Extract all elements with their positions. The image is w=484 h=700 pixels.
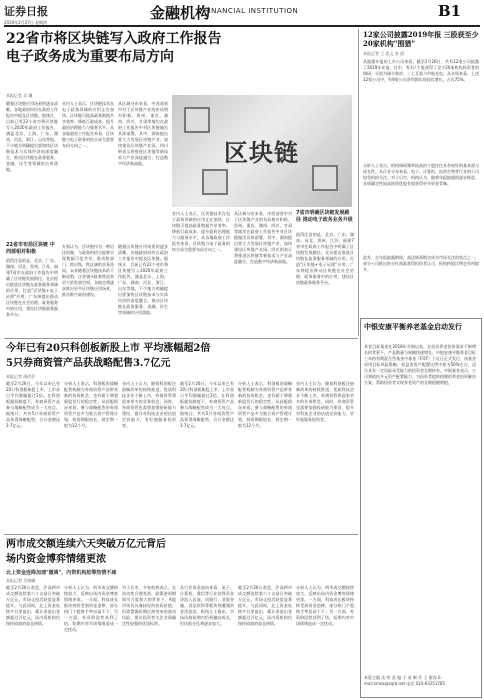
lead-text-col-4: 业内人士表示，区块链技术在电子政务领域的应用正在加快，区块链可提高政务数据共享效率，降低行政成本，提升政府治理能力与服务水平。从各地政府工作报告来看，区块链与电子政务的结合成为重要布局方向之一。	[172, 211, 230, 252]
bottom-headline-1: 两市成交额连续六天突破万亿元背后	[6, 539, 166, 550]
bottom-byline: 本报记者 吴晓璐	[6, 578, 36, 583]
lead-text-col-3b: 随着区块链应用场景的逐步清晰，各地政府纷纷在政府工作报告中提及区块链。据统计，目前已有22个省市将区块链写入2020年政府工作报告，涵盖北京、上海、广东、湖南、河北、浙江、山东等地。不少地方明确提出要加快区块链技术与实体经济的深度融合，推动区块链在政务服务、金融、民生等领域的应用落地。	[118, 244, 168, 315]
lead-text-col-2: 业内人士表示，区块链技术在电子政务领域的应用正在加快，区块链可提高政务数据共享效率，降低行政成本，提升政府治理能力与服务水平。从各地政府工作报告来看，区块链与电子政务的结合成为重要布局方向之一。	[62, 101, 114, 148]
blockchain-illustration	[172, 95, 352, 207]
chip-icon	[184, 107, 210, 133]
bottom-text-col-4: 从行业资金流向来看，电子、计算机、通信等行业获得资金净流入居前，而银行、非银金融、食品饮料等板块则遭遇资金净流出。机构人士指出，市场风格短期内仍将偏向成长，但估值分化将逐步加大。	[180, 585, 234, 626]
middle-text-col-1: 截至2月26日，今年以来已有20只科创板新股上市，上市首日平均涨幅超过2倍。在科创板跟投制度下，券商资管产品参与战略配售成为一大亮点。据统计，共有5只券商资管产品获得战略配售，合计金额达3.7亿元。	[6, 381, 60, 428]
middle-text-col-4: 截至2月26日，今年以来已有20只科创板新股上市，上市首日平均涨幅超过2倍。在科创板跟投制度下，券商资管产品参与战略配售成为一大亮点。据统计，共有5只券商资管产品获得战略配售，合计金额达3.7亿元。	[180, 381, 234, 428]
lead-byline: 本报记者 吴 珊	[6, 93, 33, 98]
bottom-text-col-3: 对于后市，多家机构表示，在流动性合理充裕、政策逆周期调节力度加大的背景下，A股市场仍具备较好的投资价值，但需警惕短期过热带来的波动风险，建议投资者关注业绩确定性较强的优质标的。	[122, 585, 176, 626]
lead-headline-1: 22省市将区块链写入政府工作报告	[6, 31, 222, 47]
chip-icon	[312, 165, 338, 191]
right-top-text-3: 此外，在年报披露期间，高送转预期也成为市场关注的焦点之一，部分公司推出的分红预案获得投资者认可，机构持股比例也有所提升。	[363, 255, 479, 272]
column-divider	[358, 29, 359, 336]
newspaper-logo: 证券日报	[4, 5, 48, 18]
bottom-text-col-5: 截至2月26日收盘，沪深两市成交额连续第六个交易日突破万亿元，市场交投活跃度显著提升。与此同时，北上资金连续多日净流出，累计净流出金额超过百亿元，而内资机构仍保持较高的加仓热情。	[238, 585, 292, 626]
middle-headline-1: 今年已有20只科创板新股上市 平均涨幅超2倍	[6, 343, 211, 354]
blockchain-image-text: 区块链	[224, 139, 299, 167]
right-top-byline: 本报记者 王 思文 张 晨	[363, 51, 405, 56]
bottom-headline-2: 场内资金博弈情绪更浓	[6, 554, 106, 565]
section-title-en: FINANCIAL INSTITUTION	[204, 7, 299, 15]
chip-icon	[202, 169, 228, 195]
lead-text-col-1: 随着区块链应用场景的逐步清晰，各地政府纷纷在政府工作报告中提及区块链。据统计，目前已有22个省市将区块链写入2020年政府工作报告，涵盖北京、上海、广东、湖南、河北、浙江、山东等地。不少地方明确提出要加快区块链技术与实体经济的深度融合，推动区块链在政务服务、金融、民生等领域的应用落地。	[6, 101, 58, 172]
middle-text-col-3: 业内人士认为，随着科创板注册制改革的持续推进，优质科技企业不断上市，券商资管将迎来更多的业务机会。同时，券商资管也需要加强投研能力建设，提升对科技企业的估值定价能力，更好地服务投资者。	[122, 381, 176, 428]
section-title: 金融机构	[150, 4, 211, 22]
middle-text-col-6: 业内人士认为，随着科创板注册制改革的持续推进，优质科技企业不断上市，券商资管将迎来更多的业务机会。同时，券商资管也需要加强投研能力建设，提升对科技企业的估值定价能力，更好地服务投资者。	[296, 381, 354, 422]
bottom-text-col-2: 分析人士认为，两市成交额持续放大，反映出场内资金博弈情绪更浓。一方面，科技成长板块持续受到资金追捧，部分热门个股换手率居高不下；另一方面，外资阶段性获利了结，短期内对市场情绪造成一定扰动。	[64, 585, 118, 632]
lead-text-col-6: 值得注意的是，北京、广东、湖南、河北、贵州、江苏、福建7省市在政府工作报告中明确了区块链发展路径。北京提出推进区块链在政务服务领域的应用，打造"区块链+电子证照"应用；广东则提出推动区块链在社会治理、政务服务中的应用，建设区块链政务服务平台。	[296, 232, 354, 285]
middle-headline-2: 5只券商资管产品获战略配售3.7亿元	[6, 358, 171, 369]
middle-text-col-5: 分析人士表示，科创板的战略配售机制为券商资管产品带来新的投资机会，也有助于增强新股发行的稳定性。从获配情况来看，参与战略配售的券商资管产品多为集合资产管理计划，投资期限较长，锁定期一般为12个月。	[238, 381, 292, 428]
lead-text-col-5: 从区域分布来看，中西部省市对于区块链产业的布局相对积极，贵州、重庆、湖南、四川、甘肃等地均在政府工作报告中对区块链做出具体部署。其中，湖南提出要大力发展区块链产业，加快建设区块链产业园；四川则表示将推进区块链等新技术与产业深度融合，打造数字经济新高地。	[234, 211, 292, 264]
section-rule	[4, 534, 358, 535]
right-box-headline: 中银安康平衡养老基金启动发行	[364, 322, 462, 331]
page-number: B1	[438, 2, 462, 20]
bottom-deck: 北上资金连降加速"撤离"，内资机构抢筹热情不减	[6, 570, 117, 576]
header-rule	[4, 25, 480, 27]
lead-text-col-2b: 专家认为，区块链作为一种信任机制，与政务的结合能够实现数据可信共享，推动跨部门、跨层级、跨区域的业务协同。未来随着区块链技术的不断成熟，区块链+政务将迎来更大的发展空间。各地也将逐步推出更多区块链应用场景，推动数字政府建设。	[62, 244, 114, 297]
lead-text-col-1b: 值得注意的是，北京、广东、湖南、河北、贵州、江苏、福建7省市在政府工作报告中明确了区块链发展路径。北京提出推进区块链在政务服务领域的应用，打造"区块链+电子证照"应用；广东则提出推动区块链在社会治理、政务服务中的应用，建设区块链政务服务平台。	[6, 258, 58, 317]
right-top-headline: 12家公司披露2019年报 三股获至少20家机构"围猎"	[363, 30, 479, 48]
lead-headline-2: 电子政务成为重要布局方向	[6, 49, 174, 65]
middle-text-col-2: 分析人士表示，科创板的战略配售机制为券商资管产品带来新的投资机会，也有助于增强新股发行的稳定性。从获配情况来看，参与战略配售的券商资管产品多为集合资产管理计划，投资期限较长，锁定期一般为12个月。	[64, 381, 118, 428]
lead-subhead-2: 7省市明确区块链发展路径 推动电子政务业务升级	[296, 210, 353, 223]
bottom-text-col-1: 截至2月26日收盘，沪深两市成交额连续第六个交易日突破万亿元，市场交投活跃度显著提升。与此同时，北上资金连续多日净流出，累计净流出金额超过百亿元，而内资机构仍保持较高的加仓热情。	[6, 585, 60, 626]
right-top-text-2: 分析人士表示，机构调研频率较高的个股往往具有较好的基本面与成长性。从行业分布来看，电子、计算机、医药生物等行业的公司较受机构关注。对于后市，机构认为，随着年报披露的逐步推进，业绩确定性较高的绩优股有望获得更多资金青睐。	[363, 163, 479, 186]
issue-date: 2020年2月27日 星期四	[4, 20, 48, 25]
page-footer-credits: 本版主编 沈 明 责 编 于 南 制 作 王 敬涛 E-mail:zmzx@zqrb.net 电话 010-83251785	[364, 675, 446, 686]
right-box-text: 养老目标基金在2018年开闸以来，在居民养老投资需求不断增长的背景下，产品数量与规模快速增长。中银安康平衡养老目标三年持有期混合型基金中基金（FOF）于近日正式发行，该基金采用目标风险策略，权益类资产配置比例中枢为50%左右，适合具有一定风险承受能力的投资者长期持有。中银基金表示，公司将依托多元资产配置能力，为投资者提供稳健的养老投资解决方案，帮助投资者实现养老资产的长期稳健增值。	[364, 344, 476, 385]
middle-byline: 本报记者 周尚伃	[6, 374, 36, 379]
bottom-text-col-6: 分析人士认为，两市成交额持续放大，反映出场内资金博弈情绪更浓。一方面，科技成长板块持续受到资金追捧，部分热门个股换手率居高不下；另一方面，外资阶段性获利了结，短期内对市场情绪造成一定扰动。	[296, 585, 354, 626]
section-rule	[4, 338, 358, 339]
right-top-text-1: 从披露年报的上市公司来看，截至2月26日，共有12家公司披露了2019年年报，其中，有3只个股获得了至少20家机构投资者的调研，分别为瑞丰新材、三七互娱与中航光电。从业绩来看，上述12家公司中，有9家公司净利润实现同比增长，占比75%。	[363, 59, 479, 82]
lead-subhead-1: 22省市布局区块链 中西部相对积极	[6, 242, 55, 255]
lead-text-col-3: 从区域分布来看，中西部省市对于区块链产业的布局相对积极，贵州、重庆、湖南、四川、甘肃等地均在政府工作报告中对区块链做出具体部署。其中，湖南提出要大力发展区块链产业，加快建设区块链产业园；四川则表示将推进区块链等新技术与产业深度融合，打造数字经济新高地。	[118, 101, 168, 166]
